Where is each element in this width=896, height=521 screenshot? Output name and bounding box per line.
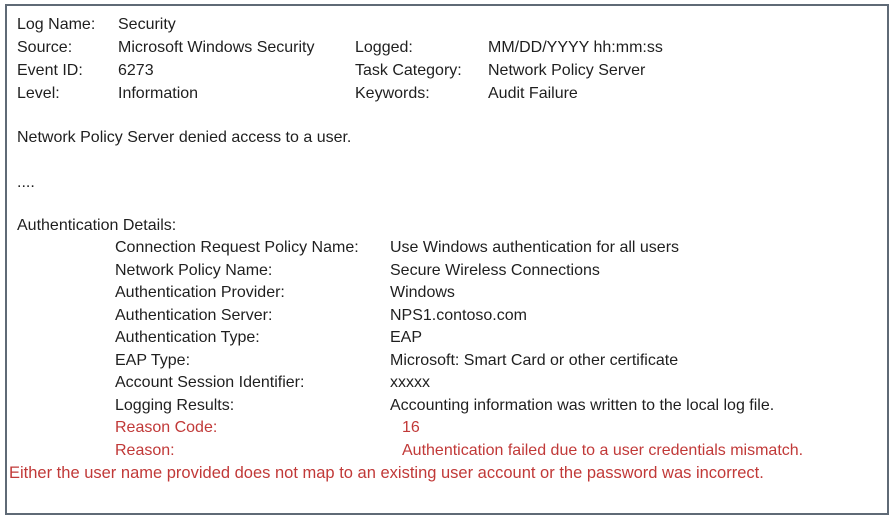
detail-row-authentication-type — [17, 327, 877, 350]
header-row-source-logged — [17, 36, 877, 59]
event-id-value: 6273 — [118, 62, 154, 79]
level-value: Information — [118, 85, 199, 102]
log-name-label: Log Name: — [17, 16, 96, 33]
detail-row-authentication-server — [17, 305, 877, 328]
omitted-content-ellipsis: .... — [17, 174, 35, 191]
authentication-provider-value: Windows — [390, 284, 455, 301]
authentication-server-value: NPS1.contoso.com — [390, 306, 527, 324]
event-description: Network Policy Server denied access to a user. — [17, 129, 352, 146]
detail-row-reason-code — [17, 417, 877, 440]
header-row-level-keywords — [17, 82, 877, 105]
network-policy-name-value: Secure Wireless Connections — [390, 261, 600, 279]
detail-row-logging-results — [17, 395, 877, 418]
authentication-details-heading: Authentication Details: — [17, 217, 177, 234]
account-session-identifier-value: xxxxx — [390, 374, 430, 391]
source-label: Source: — [17, 39, 73, 56]
keywords-label: Keywords: — [355, 85, 430, 102]
network-policy-name-label: Network Policy Name: — [115, 261, 273, 279]
connection-request-policy-value: Use Windows authentication for all users — [390, 239, 680, 256]
detail-row-eap-type — [17, 350, 877, 373]
source-value: Microsoft Windows Security — [118, 39, 315, 56]
detail-row-network-policy-name — [17, 260, 877, 283]
logging-results-value: Accounting information was written to the local log file. — [390, 396, 775, 414]
connection-request-policy-label: Connection Request Policy Name: — [115, 239, 359, 256]
reason-label: Reason: — [115, 441, 175, 459]
log-name-value: Security — [118, 16, 176, 33]
level-label: Level: — [17, 85, 60, 102]
authentication-server-label: Authentication Server: — [115, 306, 273, 324]
authentication-type-value: EAP — [390, 329, 423, 346]
logging-results-label: Logging Results: — [115, 396, 235, 414]
reason-code-label: Reason Code: — [115, 419, 218, 436]
header-empty-label — [355, 13, 488, 36]
event-log-panel — [5, 4, 889, 515]
event-id-label: Event ID: — [17, 62, 83, 79]
reason-explanation-note: Either the user name provided does not map to an existing user account or the password was incorrect. — [9, 464, 764, 482]
reason-value: Authentication failed due to a user credentials mismatch. — [402, 441, 804, 459]
header-row-eventid-taskcategory — [17, 59, 877, 82]
keywords-value: Audit Failure — [488, 85, 578, 102]
task-category-value: Network Policy Server — [488, 62, 646, 79]
detail-row-authentication-provider — [17, 282, 877, 305]
logged-value: MM/DD/YYYY hh:mm:ss — [488, 39, 663, 56]
eap-type-label: EAP Type: — [115, 351, 191, 369]
detail-row-account-session-identifier — [17, 372, 877, 395]
task-category-label: Task Category: — [355, 62, 462, 79]
account-session-identifier-label: Account Session Identifier: — [115, 374, 305, 391]
authentication-type-label: Authentication Type: — [115, 329, 260, 346]
eap-type-value: Microsoft: Smart Card or other certificate — [390, 351, 679, 369]
header-row-log-name — [17, 13, 877, 36]
detail-row-connection-request-policy — [17, 237, 877, 260]
header-empty-value — [488, 13, 877, 36]
logged-label: Logged: — [355, 39, 413, 56]
authentication-provider-label: Authentication Provider: — [115, 284, 285, 301]
detail-row-reason — [17, 440, 877, 463]
reason-code-value: 16 — [402, 419, 420, 436]
